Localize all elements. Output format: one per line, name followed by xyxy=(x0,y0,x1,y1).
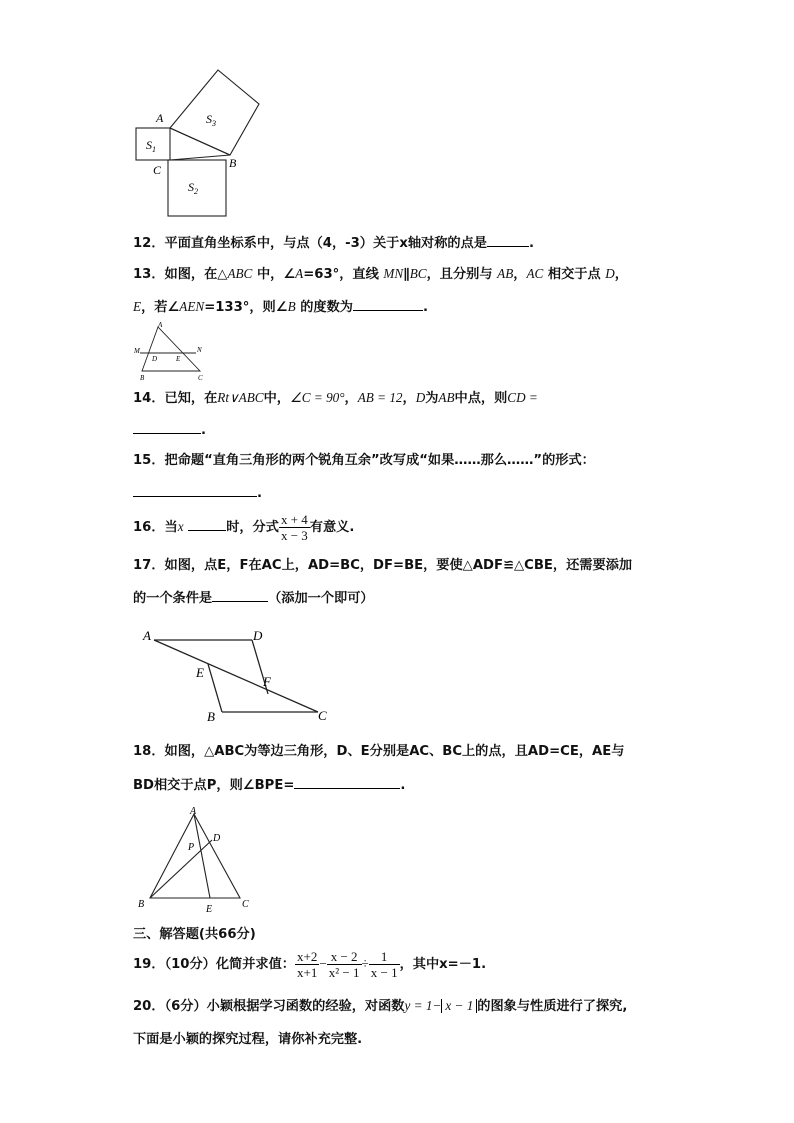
label-c: C xyxy=(198,374,203,382)
figure-equilateral xyxy=(132,804,260,916)
answer-blank-15[interactable] xyxy=(133,483,257,497)
question-16: 16．当x 时，分式 $\frac{x + 4}{x - 3}$ 有意义. xyxy=(133,511,355,543)
label-c: C xyxy=(153,163,162,177)
answer-blank-12[interactable] xyxy=(487,233,529,247)
answer-blank-14[interactable] xyxy=(133,420,201,434)
square-s1 xyxy=(136,128,170,160)
label-c: C xyxy=(318,708,327,723)
label-d: D xyxy=(213,833,221,844)
question-13-line2: E，若∠AEN=133°，则∠B 的度数为 . xyxy=(133,299,428,315)
label-b: B xyxy=(229,156,237,170)
question-19: 19．（10分）化简并求值： $\frac{x+2}{x+1}$ − $\frac{x - 2}{\text{x² − 1}}$ ÷ $\frac{1}{x - 1}$ ，其中x=－1. xyxy=(133,948,487,980)
label-m: M xyxy=(134,347,140,355)
label-d: D xyxy=(253,628,263,643)
question-14-answer: . xyxy=(133,420,206,440)
question-12-text: 12．平面直角坐标系中，与点（4，-3）关于x轴对称的点是 xyxy=(133,236,487,251)
question-15: 15．把命题“直角三角形的两个锐角互余”改写成“如果……那么……”的形式： xyxy=(133,453,595,468)
question-20-line2: 下面是小颖的探究过程，请你补充完整. xyxy=(133,1032,363,1047)
answer-blank-18[interactable] xyxy=(294,775,400,789)
label-b: B xyxy=(207,709,215,724)
label-p: P xyxy=(188,842,195,853)
label-b: B xyxy=(138,899,145,910)
figure-triangle-mn xyxy=(130,322,210,382)
label-e: E xyxy=(206,904,213,915)
label-a: A xyxy=(190,806,197,817)
label-s3: $S_3$ xyxy=(206,112,216,128)
label-a: A xyxy=(143,628,151,643)
label-n: N xyxy=(197,346,202,354)
question-12: 12．平面直角坐标系中，与点（4，-3）关于x轴对称的点是 . xyxy=(133,233,534,253)
label-c: C xyxy=(242,899,249,910)
label-d: D xyxy=(152,355,158,363)
question-13-line1: 13．如图，在△ABC 中，∠A=63°，直线 MN∥BC，且分别与 AB，AC 相交于点 D， xyxy=(133,266,628,282)
question-18-line1: 18．如图，△ABC为等边三角形，D、E分别是AC、BC上的点，且AD=CE，AE与 xyxy=(133,744,625,759)
label-s1: $S_1$ xyxy=(146,138,156,154)
label-s2: $S_2$ xyxy=(188,180,198,196)
label-f: F xyxy=(263,674,271,689)
answer-blank-16[interactable] xyxy=(188,517,226,531)
section-3-heading: 三、解答题(共66分) xyxy=(133,927,256,942)
label-b: B xyxy=(140,374,145,382)
label-a: A xyxy=(158,322,163,329)
label-e: E xyxy=(176,355,181,363)
answer-blank-13[interactable] xyxy=(353,297,423,311)
square-s3 xyxy=(170,70,259,155)
question-17-line2: 的一个条件是 （添加一个即可） xyxy=(133,588,374,608)
question-15-answer: . xyxy=(133,483,262,503)
question-18-line2: BD相交于点P，则∠BPE= . xyxy=(133,775,405,795)
question-20-line1: 20．（6分）小颖根据学习函数的经验，对函数y = 1− x − 1 的图象与性质进行了探究, xyxy=(133,998,628,1014)
answer-blank-17[interactable] xyxy=(212,588,268,602)
fraction: $\frac{x + 4}{x - 3}$ xyxy=(280,511,308,543)
label-a: A xyxy=(156,111,164,125)
figure-squares xyxy=(128,64,268,222)
question-17-line1: 17．如图，点E，F在AC上，AD=BC，DF=BE，要使△ADF≌△CBE，还需要添加 xyxy=(133,558,633,573)
label-e: E xyxy=(196,665,204,680)
question-14: 14．已知，在Rt∨ABC中，∠C = 90°，AB = 12，D为AB中点，则CD = xyxy=(133,390,538,406)
figure-adcb xyxy=(140,624,340,726)
